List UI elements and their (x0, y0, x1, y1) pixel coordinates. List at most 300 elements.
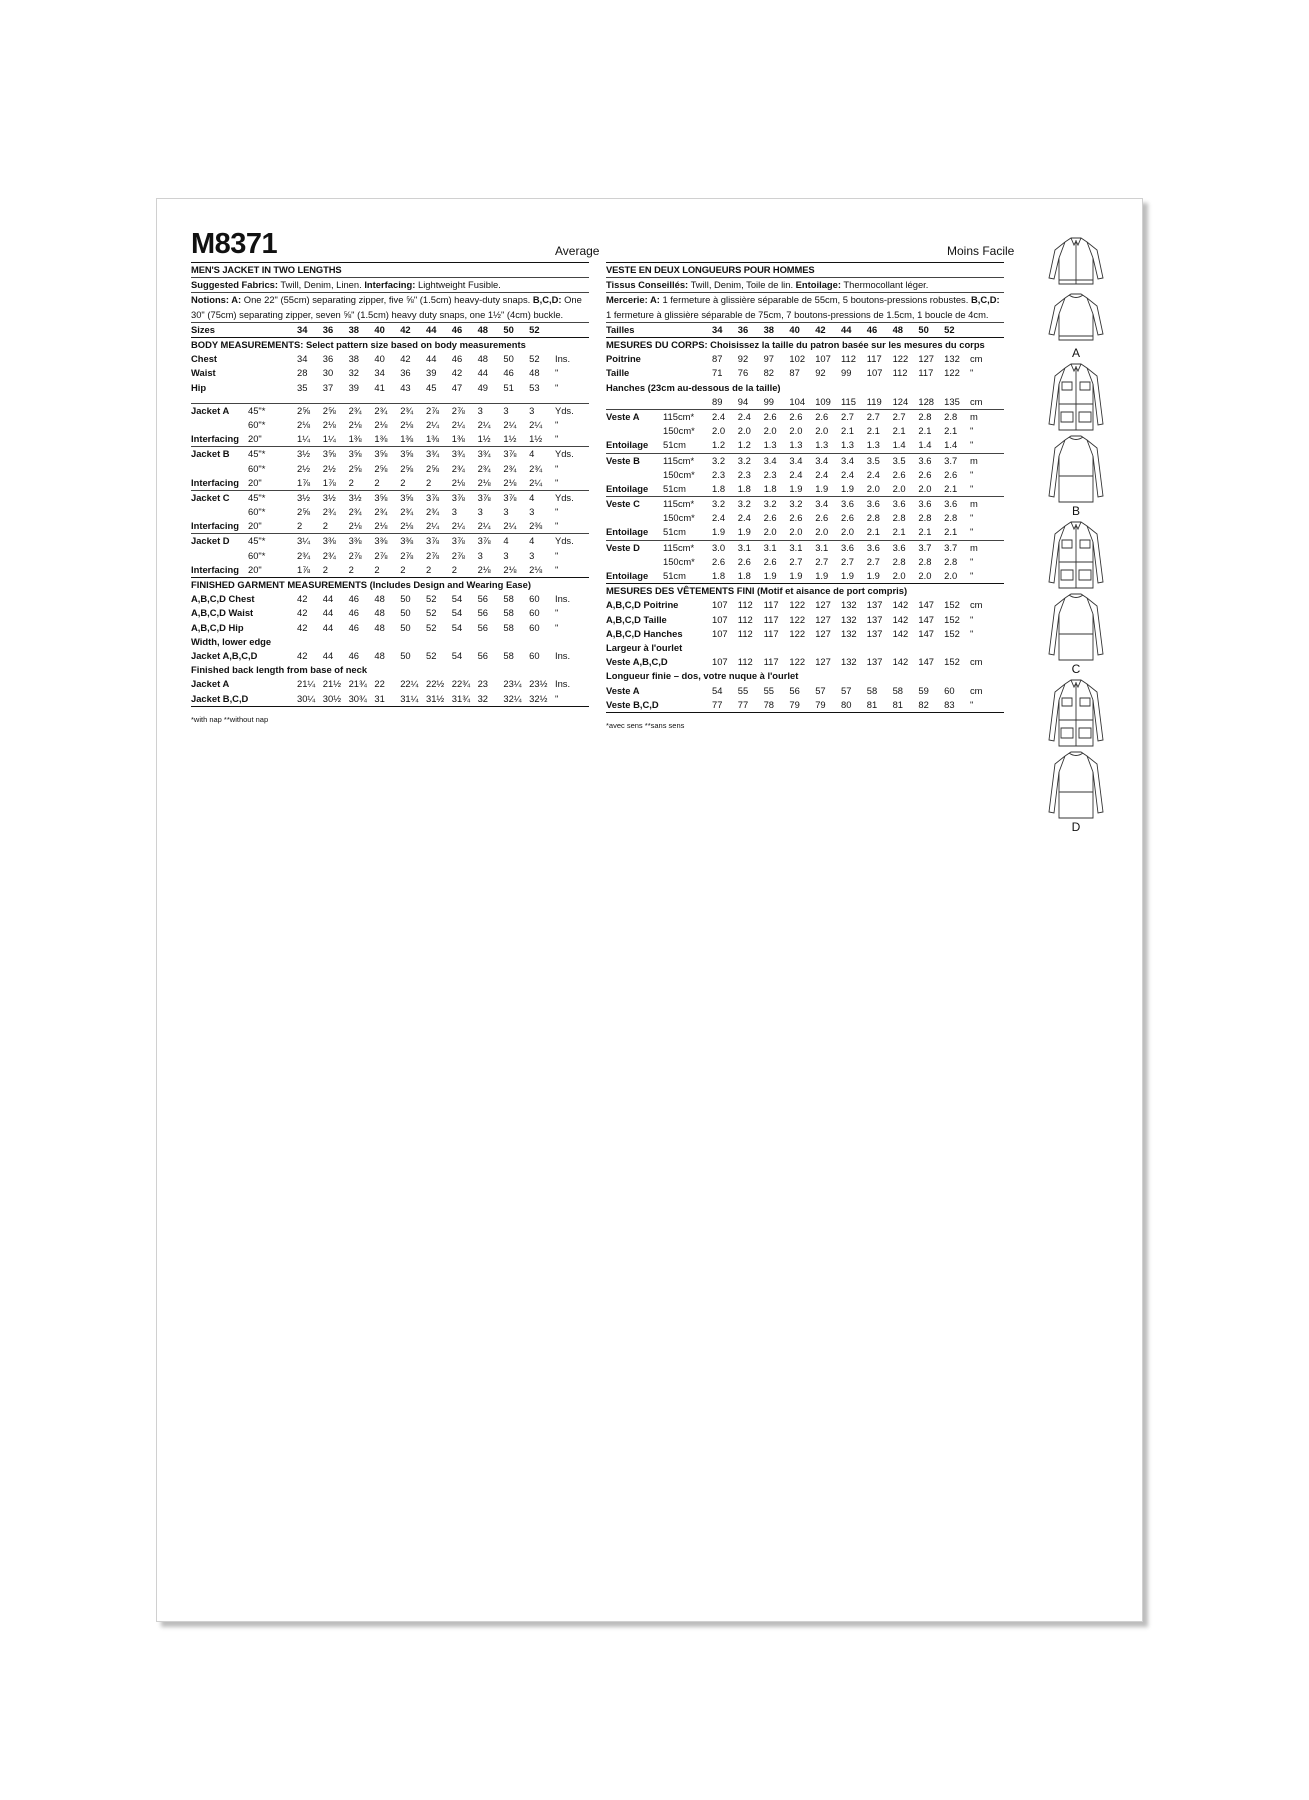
row-value: 2.7 (840, 555, 855, 567)
view-thumbnails (1036, 236, 1116, 836)
row-value: 2¾ (374, 506, 388, 518)
row-value: 39 (348, 381, 360, 393)
row-value: 132 (840, 599, 857, 611)
row-value: 1½ (503, 433, 517, 445)
row-value: 2.7 (892, 410, 906, 422)
row-value: 2⅞ (425, 549, 440, 561)
row-label: Veste D (606, 541, 640, 553)
row-value: 44 (322, 593, 334, 605)
row-unit: " (554, 520, 559, 532)
english-column (191, 262, 589, 727)
size-value: 46 (866, 323, 878, 335)
row-width (248, 352, 297, 366)
yardage-row (191, 505, 589, 519)
row-value: 52 (425, 607, 437, 619)
row-value: 2⅝ (374, 462, 388, 474)
row-value: 3⅝ (374, 491, 388, 503)
row-value: 3⅞ (503, 448, 517, 460)
row-width: 115cm* (663, 498, 695, 510)
row-value: 3⅞ (451, 491, 465, 503)
row-value: 36 (322, 353, 334, 365)
row-value: 3⅜ (400, 535, 414, 547)
row-value: 58 (503, 593, 514, 605)
row-value: 3.2 (737, 454, 751, 466)
view-letter: A (1071, 346, 1080, 360)
row-width (663, 598, 712, 612)
notions-text-a: One 22" (55cm) separating zipper, five ⅝" (1.5cm) heavy-duty snaps. (241, 294, 533, 306)
french-column (606, 262, 1004, 733)
row-value: 3.5 (866, 454, 880, 466)
row-width (663, 366, 712, 380)
row-value: 1.2 (737, 439, 751, 451)
row-value: 58 (503, 621, 514, 633)
row-value: 3⅜ (322, 535, 336, 547)
length-title: Longueur finie – dos, votre nuque à l'ourlet (606, 670, 799, 682)
row-value: 35 (297, 381, 308, 393)
finished-title: MESURES DES VÊTEMENTS FINI (Motif et aisance de port compris) (606, 583, 1004, 598)
row-unit: " (554, 607, 559, 619)
row-value: 142 (892, 627, 909, 639)
interfacing-text: Thermocollant léger. (841, 279, 929, 291)
yardage-row (191, 462, 589, 476)
row-value: 3 (503, 404, 509, 416)
yardage-row (191, 432, 589, 446)
row-value: 1.9 (840, 482, 855, 494)
row-unit: m (969, 454, 978, 466)
row-value: 2¼ (451, 418, 465, 430)
row-width: 20" (248, 520, 262, 532)
row-label: A,B,C,D Hip (191, 621, 244, 633)
row-value: 51 (503, 381, 514, 393)
row-value: 2⅛ (374, 520, 388, 532)
row-value: 46 (348, 621, 360, 633)
row-value: 87 (712, 353, 723, 365)
fabrics-text: Twill, Denim, Toile de lin. (688, 279, 796, 291)
size-value: 34 (297, 323, 308, 335)
row-value: 2.6 (763, 512, 777, 524)
row-value: 46 (503, 367, 514, 379)
row-value: 107 (815, 353, 831, 365)
row-value: 54 (451, 593, 463, 605)
size-value: 42 (400, 323, 411, 335)
row-value: 55 (737, 684, 749, 696)
row-value: 3 (503, 549, 509, 561)
row-value: 122 (789, 656, 806, 668)
row-value: 2.8 (944, 512, 958, 524)
row-value: 2¾ (374, 404, 388, 416)
difficulty-en: Average (555, 244, 600, 258)
row-value: 2⅝ (348, 462, 362, 474)
row-unit: " (554, 563, 559, 575)
jacket-d-front-icon (1043, 678, 1109, 750)
row-value: 2.8 (892, 512, 906, 524)
row-value: 2¼ (425, 520, 440, 532)
row-width: 20" (248, 433, 262, 445)
row-value: 2.1 (866, 425, 880, 437)
row-value: 117 (866, 353, 882, 365)
row-value: 3.4 (763, 454, 777, 466)
row-value: 3 (477, 549, 483, 561)
row-value: 117 (763, 656, 779, 668)
row-value: 2.1 (944, 526, 958, 538)
row-unit: Yds. (554, 535, 574, 547)
row-value: 2.4 (866, 468, 880, 480)
row-value: 97 (763, 353, 775, 365)
row-value: 2¾ (451, 462, 465, 474)
row-value: 41 (374, 381, 385, 393)
row-unit: m (969, 498, 978, 510)
row-value: 137 (866, 656, 883, 668)
row-value: 22¾ (451, 678, 471, 690)
row-value: 124 (892, 395, 909, 407)
row-value: 3½ (297, 491, 311, 503)
sizes-header (606, 322, 1004, 337)
row-value: 3⅞ (503, 491, 517, 503)
row-value: 3.2 (763, 498, 777, 510)
row-value: 2⅛ (297, 418, 311, 430)
row-value: 3.6 (918, 498, 932, 510)
row-value: 44 (322, 607, 334, 619)
row-width: 115cm* (663, 541, 695, 553)
row-value: 42 (400, 353, 411, 365)
jacket-b-back-icon (1043, 434, 1109, 506)
row-value: 46 (348, 607, 360, 619)
row-value: 2¼ (529, 476, 543, 488)
row-value: 52 (425, 593, 437, 605)
row-value: 2⅞ (374, 549, 388, 561)
row-value: 147 (918, 656, 935, 668)
size-value: 50 (503, 323, 514, 335)
row-value: 2⅛ (400, 520, 414, 532)
interfacing-label: Entoilage: (795, 279, 841, 291)
row-label (191, 418, 248, 432)
row-width (663, 627, 712, 641)
row-label: Jacket B,C,D (191, 692, 249, 704)
row-value: 32 (477, 692, 489, 704)
row-value: 2.8 (866, 512, 880, 524)
size-value: 48 (477, 323, 489, 335)
notions-label-bcd: B,C,D: (532, 294, 562, 306)
row-unit: " (969, 570, 974, 581)
row-label: Entoilage (606, 570, 649, 581)
row-value: 2.4 (789, 468, 803, 480)
row-value: 2.1 (866, 526, 880, 538)
row-value: 3.5 (892, 454, 906, 466)
row-value: 2.6 (789, 512, 803, 524)
row-value: 44 (322, 649, 334, 661)
table-row (606, 352, 1004, 366)
row-value: 3.0 (712, 541, 726, 553)
row-value: 1⅜ (374, 433, 388, 445)
row-value: 2¼ (503, 418, 517, 430)
table-row (191, 649, 589, 663)
row-value: 2.6 (944, 468, 958, 480)
row-value: 57 (840, 684, 852, 696)
row-value: 142 (892, 613, 909, 625)
row-value: 30¼ (297, 692, 316, 704)
row-value: 152 (944, 627, 960, 639)
row-value: 1.9 (712, 526, 726, 538)
row-label: Entoilage (606, 482, 649, 494)
row-value: 3.1 (763, 541, 777, 553)
table-row (191, 366, 589, 380)
row-value: 1.3 (840, 439, 855, 451)
row-value: 2 (374, 476, 380, 488)
row-value: 112 (737, 627, 753, 639)
row-value: 54 (451, 621, 463, 633)
yardage-row (191, 418, 589, 432)
size-value: 40 (789, 323, 800, 335)
row-label: Jacket A,B,C,D (191, 649, 258, 661)
row-value: 107 (712, 656, 728, 668)
row-value: 2⅝ (297, 404, 311, 416)
row-value: 3¼ (297, 535, 311, 547)
row-value: 55 (763, 684, 775, 696)
row-value: 2.1 (918, 425, 932, 437)
row-width: 60"* (248, 549, 266, 561)
row-value: 44 (322, 621, 334, 633)
row-value: 3.6 (866, 541, 880, 553)
row-value: 1.9 (789, 570, 803, 581)
sizes-header (191, 322, 589, 337)
notions (191, 292, 589, 321)
row-unit: cm (969, 353, 983, 365)
row-value: 71 (712, 367, 723, 379)
row-label: Interfacing (191, 476, 239, 488)
table-row (606, 613, 1004, 627)
row-value: 132 (840, 627, 857, 639)
row-label (191, 505, 248, 519)
row-width (663, 655, 712, 669)
table-row (606, 627, 1004, 641)
row-value: 2.0 (892, 570, 906, 581)
row-unit: " (554, 549, 559, 561)
table-row (191, 592, 589, 606)
row-value: 3 (529, 506, 535, 518)
row-value: 1⅜ (451, 433, 465, 445)
row-value: 2⅛ (477, 476, 491, 488)
row-unit: Ins. (554, 593, 571, 605)
row-value: 2½ (322, 462, 336, 474)
row-value: 2.4 (737, 512, 751, 524)
row-value: 112 (840, 353, 856, 365)
row-value: 2.1 (892, 425, 906, 437)
row-label: Veste B,C,D (606, 698, 659, 710)
notions-label-bcd: B,C,D: (970, 294, 1000, 306)
row-value: 3.1 (737, 541, 751, 553)
row-value: 2.0 (712, 425, 726, 437)
row-value: 3½ (348, 491, 362, 503)
row-value: 2⅞ (425, 404, 440, 416)
notions (606, 292, 1004, 321)
row-value: 128 (918, 395, 935, 407)
yardage-row (606, 409, 1004, 424)
row-value: 3.4 (789, 454, 803, 466)
row-value: 77 (712, 698, 723, 710)
row-value: 87 (789, 367, 800, 379)
row-width (663, 395, 712, 409)
notions-text-a: 1 fermeture à glissière séparable de 55cm, 5 boutons-pressions robustes. (659, 294, 971, 306)
row-value: 79 (815, 698, 826, 710)
row-label: Veste A (606, 410, 640, 422)
row-label: Jacket A (191, 678, 230, 690)
row-value: 132 (840, 656, 857, 668)
row-value: 2.6 (763, 555, 777, 567)
row-value: 117 (763, 613, 779, 625)
row-value: 94 (737, 395, 749, 407)
yardage-row (191, 549, 589, 563)
row-value: 3¾ (451, 448, 465, 460)
size-value: 50 (918, 323, 929, 335)
yardage-row (191, 476, 589, 490)
table-row (606, 655, 1004, 669)
size-value: 40 (374, 323, 385, 335)
row-width (663, 684, 712, 698)
row-value: 2⅞ (451, 404, 465, 416)
row-width: 45"* (248, 535, 266, 547)
row-width: 45"* (248, 491, 266, 503)
row-value: 81 (866, 698, 878, 710)
pattern-title: MEN'S JACKET IN TWO LENGTHS (191, 262, 589, 277)
row-value: 28 (297, 367, 308, 379)
notions-text-bcd: 1 fermeture à glissière séparable de 75cm, 7 boutons-pressions de 1.5cm, 1 boucle de 4cm. (606, 308, 989, 320)
yardage-row (191, 563, 589, 577)
row-label: Jacket B (191, 448, 230, 460)
interfacing-label: Interfacing: (364, 279, 416, 291)
row-value: 58 (892, 684, 904, 696)
row-value: 2.0 (840, 526, 855, 538)
row-value: 1.2 (712, 439, 726, 451)
row-label: Waist (191, 367, 216, 379)
row-value: 40 (374, 353, 385, 365)
row-value: 112 (737, 656, 753, 668)
row-width (248, 381, 297, 395)
row-value: 3.7 (918, 541, 932, 553)
row-label: Hip (191, 381, 207, 393)
fabrics-label: Tissus Conseillés: (606, 279, 689, 291)
row-value: 127 (815, 599, 831, 611)
row-label: Veste C (606, 498, 640, 510)
row-value: 1.8 (712, 482, 726, 494)
row-unit: cm (969, 395, 983, 407)
width-title: Largeur à l'ourlet (606, 641, 683, 653)
row-value: 3½ (322, 491, 336, 503)
row-value: 2¼ (477, 520, 491, 532)
row-value: 23½ (529, 678, 548, 690)
row-value: 112 (892, 367, 908, 379)
row-label: Entoilage (606, 439, 649, 451)
row-value: 2⅛ (322, 418, 336, 430)
row-value: 3.6 (918, 454, 932, 466)
row-value: 3 (477, 506, 483, 518)
row-value: 2.0 (918, 482, 932, 494)
row-value: 2 (425, 563, 432, 575)
yardage-row (606, 569, 1004, 583)
row-value: 2¼ (529, 418, 543, 430)
row-value: 1.8 (737, 482, 751, 494)
row-unit: " (554, 462, 559, 474)
row-value: 2 (322, 520, 329, 532)
row-value: 34 (374, 367, 385, 379)
row-value: 2⅜ (529, 520, 543, 532)
row-width (248, 606, 297, 620)
row-width: 115cm* (663, 410, 695, 422)
row-value: 4 (503, 535, 509, 547)
row-value: 109 (815, 395, 831, 407)
row-unit: " (969, 367, 974, 379)
row-value: 1⅜ (400, 433, 414, 445)
row-value: 2 (297, 520, 303, 532)
yardage-row (606, 511, 1004, 525)
row-value: 54 (451, 649, 463, 661)
row-width (663, 698, 712, 712)
row-value: 82 (763, 367, 775, 379)
row-value: 2.0 (918, 570, 932, 581)
row-value: 119 (866, 395, 882, 407)
row-value: 48 (374, 593, 385, 605)
row-value: 56 (477, 621, 489, 633)
row-value: 50 (400, 607, 411, 619)
yardage-row (191, 519, 589, 533)
row-width (663, 352, 712, 366)
row-value: 3.2 (737, 498, 751, 510)
row-value: 2.3 (712, 468, 726, 480)
row-value: 2¾ (400, 404, 414, 416)
row-label (606, 395, 663, 409)
row-value: 2⅛ (529, 563, 543, 575)
row-value: 3⅜ (374, 535, 388, 547)
row-unit: Ins. (554, 678, 571, 690)
row-value: 59 (918, 684, 929, 696)
row-value: 32½ (529, 692, 548, 704)
row-width: 45"* (248, 404, 266, 416)
pattern-title: VESTE EN DEUX LONGUEURS POUR HOMMES (606, 262, 1004, 277)
row-value: 2 (374, 563, 380, 575)
table-end-rule (191, 706, 589, 707)
row-value: 2⅛ (374, 418, 388, 430)
yardage-row (606, 496, 1004, 511)
row-value: 60 (529, 607, 540, 619)
notions-label: Mercerie: A: (606, 294, 660, 306)
row-value: 1.9 (737, 526, 751, 538)
row-value: 3.7 (944, 541, 958, 553)
size-value: 38 (763, 323, 775, 335)
row-unit: cm (969, 599, 983, 611)
row-value: 56 (477, 593, 489, 605)
row-value: 46 (451, 353, 463, 365)
row-value: 3 (451, 506, 457, 518)
size-value: 48 (892, 323, 904, 335)
row-value: 3⅝ (400, 448, 414, 460)
row-value: 2¼ (425, 418, 440, 430)
row-value: 50 (400, 649, 411, 661)
row-value: 2⅛ (503, 563, 517, 575)
row-unit: " (554, 418, 559, 430)
row-unit: " (969, 526, 974, 538)
row-value: 1⅜ (425, 433, 440, 445)
row-label: Interfacing (191, 520, 239, 532)
row-value: 58 (866, 684, 878, 696)
row-label: Poitrine (606, 353, 641, 365)
row-value: 2½ (297, 462, 311, 474)
row-value: 1.3 (763, 439, 777, 451)
row-value: 2.8 (918, 410, 932, 422)
row-width: 60"* (248, 506, 266, 518)
row-unit: Yds. (554, 448, 574, 460)
row-value: 52 (529, 353, 540, 365)
row-value: 3.6 (944, 498, 958, 510)
row-value: 3.2 (789, 498, 803, 510)
